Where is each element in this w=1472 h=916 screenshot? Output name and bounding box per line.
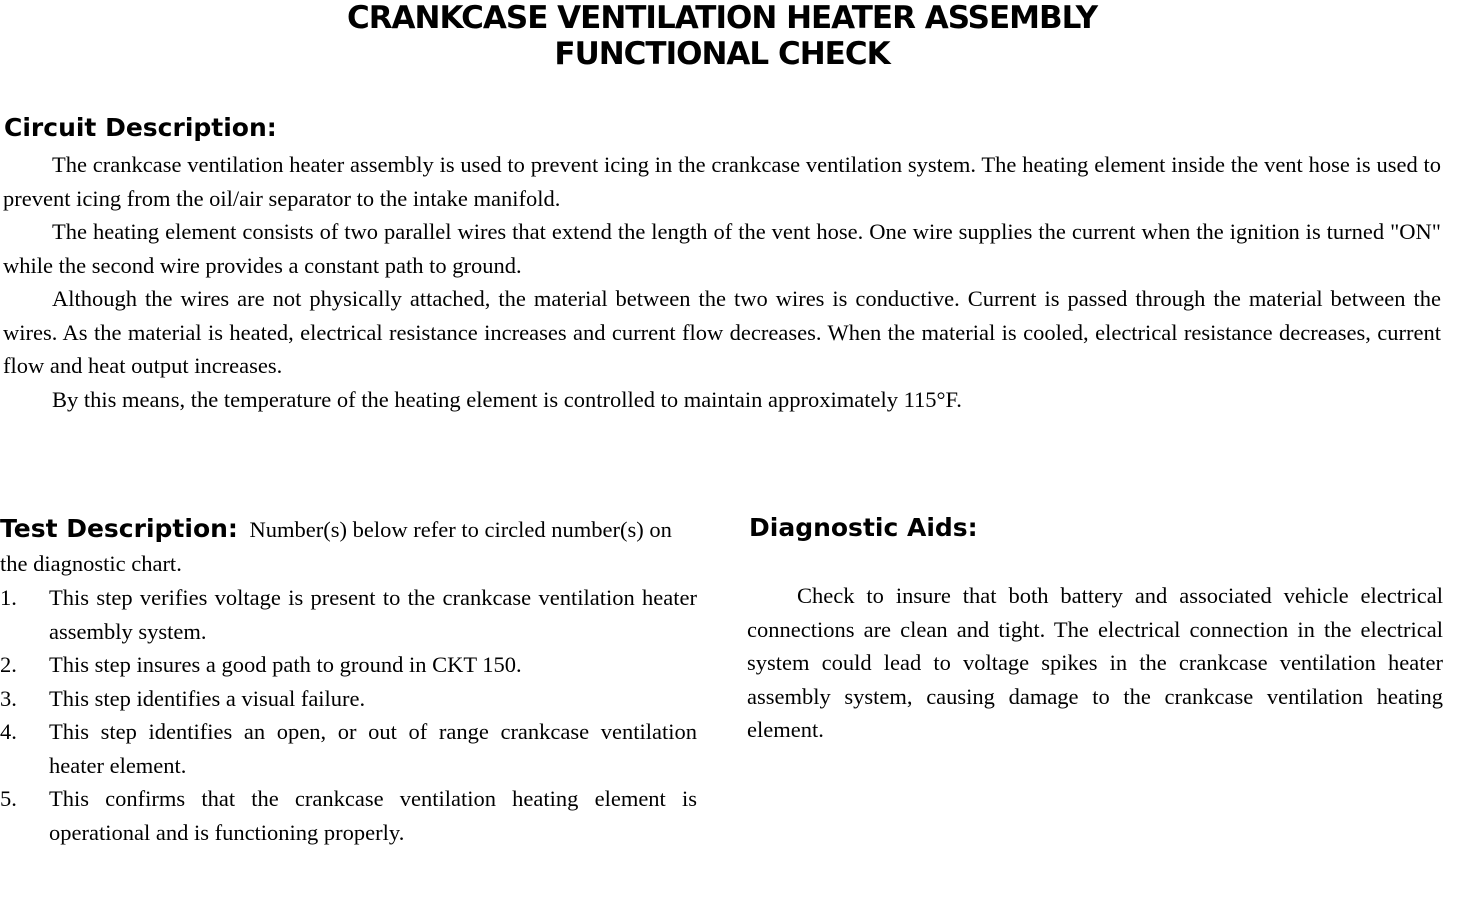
circuit-paragraph: The heating element consists of two parallel wires that extend the length of the vent hose. One wire supplies the current when the ignition is turned "ON" while the second wire provides a constant path to ground. — [3, 219, 1441, 278]
test-step-number: 3. — [0, 685, 17, 711]
test-step-item — [0, 581, 697, 648]
test-step-text: This step insures a good path to ground in CKT 150. — [49, 652, 522, 677]
diagnostic-aids-paragraph: Check to insure that both battery and associated vehicle electrical connections are clean and tight. The electrical connection in the electrical system could lead to voltage spikes in the crankcase ventilation heater assembly system, causing damage to the crankcase ventilation heating element. — [747, 583, 1443, 742]
test-description-intro-line — [0, 513, 697, 581]
circuit-paragraph: By this means, the temperature of the heating element is controlled to maintain approximately 115°F. — [52, 386, 962, 412]
circuit-description-heading: Circuit Description: — [4, 113, 277, 142]
test-description-section — [0, 513, 697, 849]
test-description-heading: Test Description: — [0, 514, 238, 543]
circuit-description-body — [3, 148, 1441, 416]
test-step-text: This step identifies an open, or out of range crankcase ventilation heater element. — [49, 719, 697, 778]
circuit-paragraph: Although the wires are not physically attached, the material between the two wires is conductive. Current is passed through the material between the wires. As the material is heated, electrical resistance increases and current flow decreases. When the material is cooled, electrical resistance decreases, current flow and heat output increases. — [3, 286, 1441, 378]
test-step-number: 1. — [0, 585, 17, 610]
test-step-number: 2. — [0, 652, 17, 677]
test-step-text: This confirms that the crankcase ventilation heating element is operational and is functioning properly. — [49, 786, 697, 845]
test-step-text: This step identifies a visual failure. — [49, 685, 366, 711]
test-step-text: This step verifies voltage is present to the crankcase ventilation heater assembly system. — [49, 585, 697, 644]
test-step-number: 4. — [0, 719, 17, 744]
diagnostic-aids-heading: Diagnostic Aids: — [749, 513, 978, 542]
test-step-item — [0, 715, 697, 782]
title-line-2: FUNCTIONAL CHECK — [554, 36, 890, 72]
test-step-item — [0, 782, 697, 849]
test-step-item — [0, 648, 697, 682]
title-line-1: CRANKCASE VENTILATION HEATER ASSEMBLY — [346, 0, 1098, 36]
diagnostic-aids-section — [747, 513, 1443, 747]
test-step-number: 5. — [0, 786, 17, 811]
test-step-item — [0, 682, 697, 716]
test-step-list — [0, 581, 697, 849]
circuit-paragraph: The crankcase ventilation heater assembly is used to prevent icing in the crankcase ventilation system. The heating element inside the vent hose is used to prevent icing from the oil/air separator to the intake manifold. — [3, 152, 1441, 211]
test-description-intro: Number(s) below refer to circled number(s) on the diagnostic chart. — [0, 517, 672, 576]
document-title — [0, 0, 1444, 72]
